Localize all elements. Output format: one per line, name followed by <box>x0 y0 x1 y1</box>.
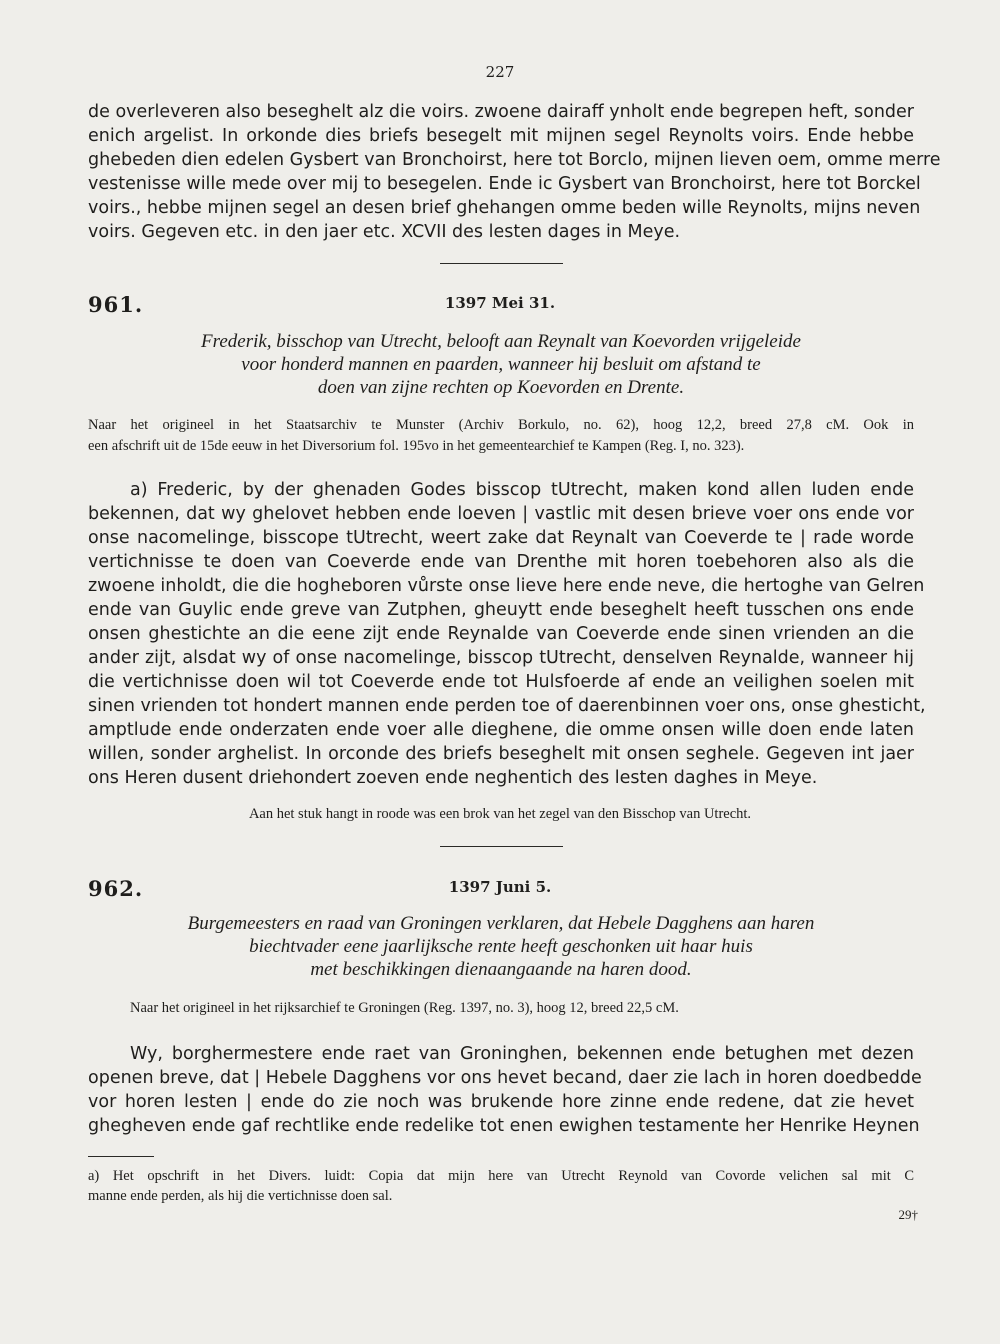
footnote-line: manne ende perden, als hij die vertichnisse doen sal. <box>88 1188 393 1204</box>
text-line: willen, sonder arghelist. In orconde des briefs beseghelt mit onsen seghele. Gegeven int jaer <box>88 744 914 764</box>
charter-regest <box>88 330 914 399</box>
text-line: vor horen lesten | ende do zie noch was brukende hore zinne ende redene, dat zie hevet <box>88 1092 914 1112</box>
text-line: ander zijt, alsdat wy of onse nacomelinge, bisscop tUtrecht, denselven Reynalde, wanneer hij <box>88 648 914 668</box>
charter-text <box>88 478 926 790</box>
text-line: onse nacomelinge, bisscope tUtrecht, weert zake dat Reynalt van Coeverde te | rade worde <box>88 528 914 548</box>
text-line: bekennen, dat wy ghelovet hebben ende loeven | vastlic mit desen brieve voer ons ende vor <box>88 504 914 524</box>
text-line: onsen ghestichte an die eene zijt ende Reynalde van Coeverde ende sinen vrienden an die <box>88 624 914 644</box>
charter-date: 1397 Mei 31. <box>444 294 556 312</box>
text-line: ghegheven ende gaf rechtlike ende redelike tot enen ewighen testamente her Henrike Heynen <box>88 1116 920 1136</box>
text-line: Wy, borghermestere ende raet van Groninghen, bekennen ende betughen met dezen <box>130 1044 914 1064</box>
charter-date: 1397 Juni 5. <box>448 878 552 896</box>
text-line: ende van Guylic ende greve van Zutphen, gheuytt ende beseghelt heeft tusschen ons ende <box>88 600 914 620</box>
charter-number: 961. <box>88 292 144 317</box>
text-line: die vertichnisse doen wil tot Coeverde ende tot Hulsfoerde af ende an veilighen soelen mit <box>88 672 914 692</box>
text-line: ons Heren dusent driehondert zoeven ende neghentich des lesten daghes in Meye. <box>88 768 818 788</box>
section-divider <box>440 263 563 264</box>
printer-signature: 29† <box>898 1207 918 1222</box>
regest-line: Frederik, bisschop van Utrecht, belooft aan Reynalt van Koevorden vrijgeleide <box>201 331 801 352</box>
source-note <box>88 998 914 1019</box>
regest-line: doen van zijne rechten op Koevorden en Drente. <box>317 377 685 398</box>
text-line: de overleveren also beseghelt alz die voirs. zwoene dairaff ynholt ende begrepen heft, sonder <box>88 102 914 122</box>
page-number: 227 <box>485 63 515 81</box>
regest-line: voor honderd mannen en paarden, wanneer hij besluit om afstand te <box>241 354 761 375</box>
regest-line: Burgemeesters en raad van Groningen verklaren, dat Hebele Dagghens aan haren <box>187 913 815 934</box>
text-line: voirs. Gegeven etc. in den jaer etc. XCVII des lesten dages in Meye. <box>88 222 681 242</box>
footnote <box>88 1166 914 1206</box>
footnote-divider <box>88 1156 154 1157</box>
text-line: a) Frederic, by der ghenaden Godes bisscop tUtrecht, maken kond allen luden ende <box>130 480 914 500</box>
charter-regest <box>88 912 914 981</box>
regest-line: biechtvader eene jaarlijksche rente heeft geschonken uit haar huis <box>249 936 753 957</box>
continuation-text <box>88 100 941 244</box>
footnote-line: a) Het opschrift in het Divers. luidt: Copia dat mijn here van Utrecht Reynold van Covorde velichen sal mit C <box>88 1168 914 1184</box>
seal-note: Aan het stuk hangt in roode was een brok van het zegel van den Bisschop van Utrecht. <box>248 806 752 822</box>
source-line: een afschrift uit de 15de eeuw in het Diversorium fol. 195vo in het gemeentearchief te Kampen (Reg. I, no. 323). <box>88 438 745 454</box>
text-line: openen breve, dat | Hebele Dagghens vor ons hevet becand, daer zie lach in horen doedbedde <box>88 1068 922 1088</box>
regest-line: met beschikkingen dienaangaande na haren dood. <box>310 959 692 980</box>
section-divider <box>440 846 563 847</box>
text-line: zwoene inholdt, die die hogheboren vůrste onse lieve here ende neve, die hertoghe van Gelren <box>88 576 925 596</box>
text-line: vestenisse wille mede over mij to besegelen. Ende ic Gysbert van Bronchoirst, here tot Borckel <box>88 174 921 194</box>
text-line: sinen vrienden tot hondert mannen ende perden toe of daerenbinnen voer ons, onse ghesticht, <box>88 696 926 716</box>
charter-number: 962. <box>88 876 144 901</box>
text-line: ghebeden dien edelen Gysbert van Bronchoirst, here tot Borclo, mijnen lieven oem, omme merre <box>88 150 941 170</box>
text-line: enich argelist. In orkonde dies briefs besegelt mit mijnen segel Reynolts voirs. Ende hebbe <box>88 126 914 146</box>
source-line: Naar het origineel in het rijksarchief te Groningen (Reg. 1397, no. 3), hoog 12, breed 22,5 cM. <box>130 1000 679 1016</box>
text-line: amptlude ende onderzaten ende voer alle dieghene, die omme onsen wille doen ende laten <box>88 720 914 740</box>
text-line: vertichnisse te doen van Coeverde ende van Drenthe mit horen toebehoren also als die <box>88 552 914 572</box>
source-line: Naar het origineel in het Staatsarchiv te Munster (Archiv Borkulo, no. 62), hoog 12,2, breed 27,8 cM. Ook in <box>88 417 914 433</box>
source-note <box>88 415 914 457</box>
text-line: voirs., hebbe mijnen segel an desen brief ghehangen omme beden wille Reynolts, mijns neven <box>88 198 921 218</box>
charter-text <box>88 1042 922 1138</box>
